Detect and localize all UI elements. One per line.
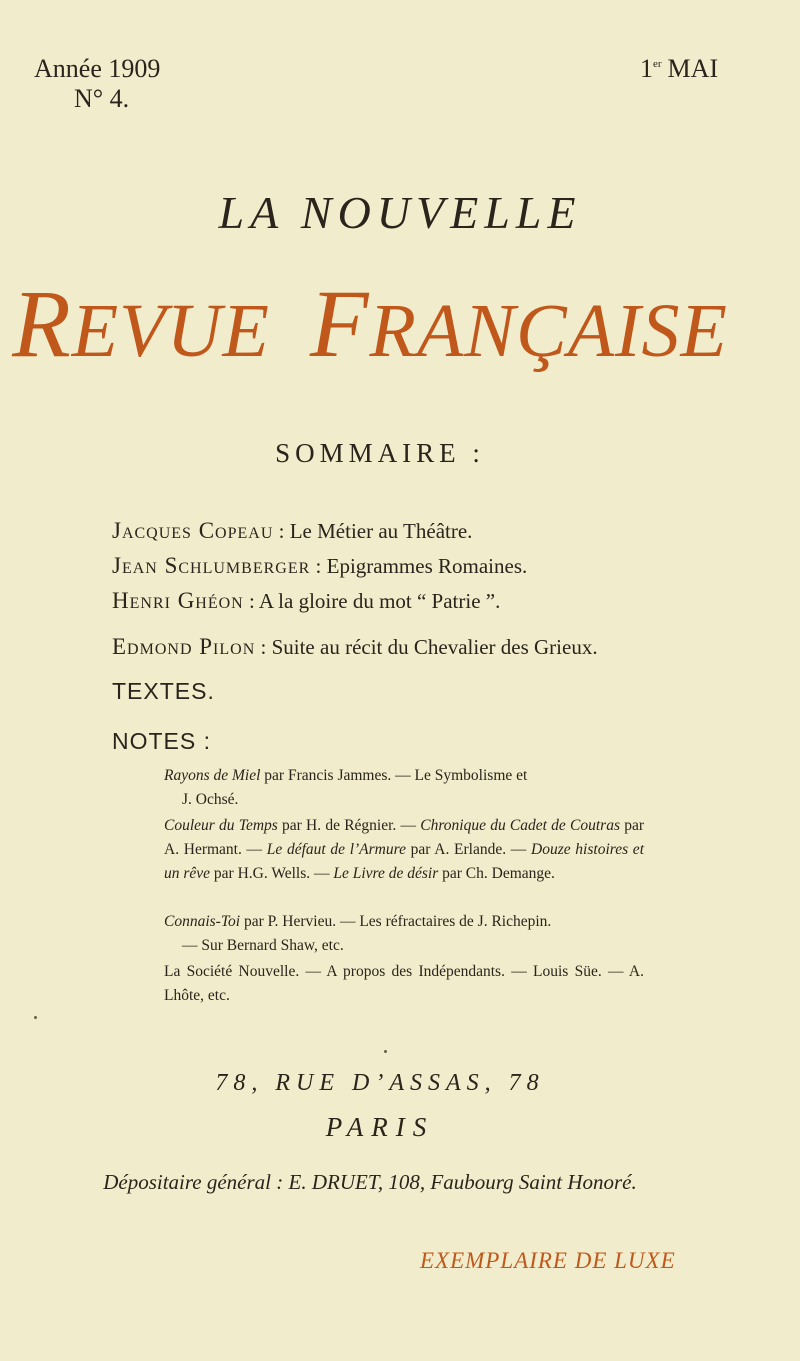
notes-heading: NOTES :: [112, 728, 212, 754]
date-ordinal: er: [653, 58, 662, 71]
note-item: Connais-Toi par P. Hervieu. — Les réfractaires de J. Richepin. — Sur Bernard Shaw, etc.: [164, 913, 552, 954]
contents-entry: Jacques Copeau : Le Métier au Théâtre.: [112, 518, 473, 543]
title-line-2: REVUE FRANÇAISE: [12, 270, 728, 377]
edition-label: EXEMPLAIRE DE LUXE: [420, 1248, 676, 1273]
contents-entry: Henri Ghéon : A la gloire du mot “ Patrie ”.: [112, 588, 501, 613]
textes-heading: TEXTES.: [112, 678, 215, 704]
note-item: Rayons de Miel par Francis Jammes. — Le Symbolisme et J. Ochsé.: [164, 767, 528, 808]
contents-entry: Edmond Pilon : Suite au récit du Chevalier des Grieux.: [112, 634, 598, 659]
publisher-address: 78, RUE D’ASSAS, 78: [215, 1070, 545, 1096]
contents-entry: Jean Schlumberger : Epigrammes Romaines.: [112, 553, 528, 578]
date-day: 1: [640, 54, 653, 83]
paper-speck: [384, 1050, 387, 1053]
issue-date: [640, 54, 718, 84]
title-line-1: LA NOUVELLE: [218, 187, 582, 238]
date-month: MAI: [667, 54, 719, 83]
paper-speck: [34, 1016, 37, 1019]
contents-heading: SOMMAIRE :: [275, 438, 485, 468]
issue-number: N° 4.: [74, 84, 130, 113]
note-item: Couleur du Temps par H. de Régnier. — Chronique du Cadet de Coutras par A. Hermant. — Le défaut de l’Armure par A. Erlande. — Douze histoires et un rêve par H.G. Wells. — Le Livre de désir par Ch. Demange.: [164, 817, 644, 882]
note-item: La Société Nouvelle. — A propos des Indépendants. — Louis Süe. — A. Lhôte, etc.: [164, 963, 644, 1004]
general-distributor: Dépositaire général : E. DRUET, 108, Faubourg Saint Honoré.: [103, 1170, 637, 1194]
year-label: Année 1909: [34, 54, 161, 83]
publisher-city: PARIS: [325, 1112, 435, 1142]
